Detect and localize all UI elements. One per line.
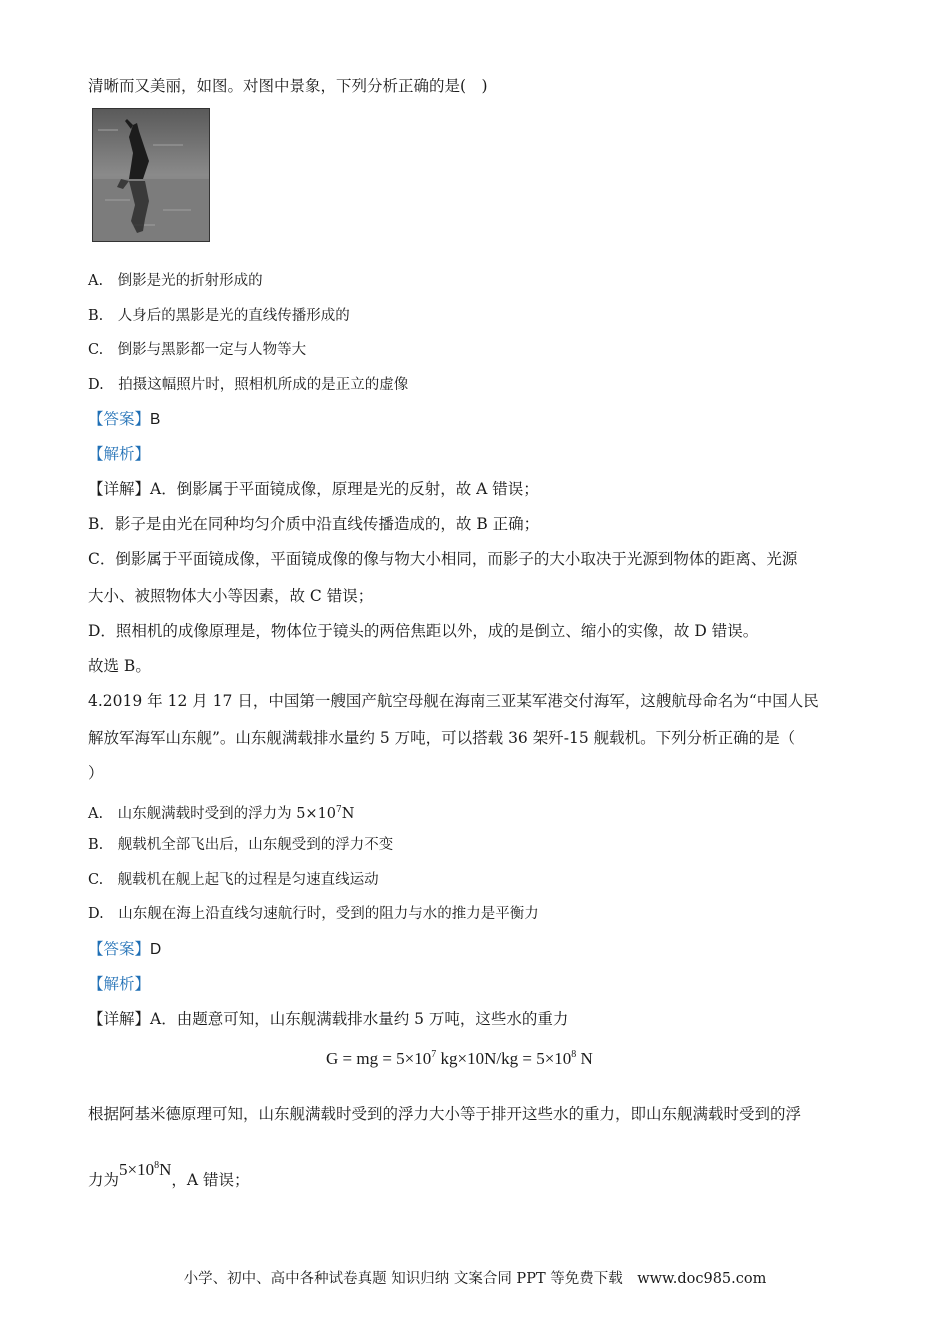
q4-detail-a-text: A．由题意可知，山东舰满载排水量约 5 万吨，这些水的重力: [150, 1010, 569, 1028]
q3-option-a: A. 倒影是光的折射形成的: [88, 273, 263, 289]
q4-detail-a: [88, 1008, 568, 1030]
page-footer: 小学、初中、高中各种试卷真题 知识归纳 文案合同 PPT 等免费下载 www.doc985.com: [183, 1271, 767, 1287]
q4-stem-line1: 4.2019 年 12 月 17 日，中国第一艘国产航空母舰在海南三亚某军港交付海军，这艘航母命名为“中国人民: [88, 692, 819, 710]
gravity-formula: [326, 1043, 593, 1071]
q4-stem-line3: ）: [88, 764, 104, 782]
q4-stem-line2: 解放军海军山东舰”。山东舰满载排水量约 5 万吨，可以搭载 36 架歼-15 舰载机。下列分析正确的是（: [88, 729, 796, 747]
detail-tag: 【详解】: [88, 1010, 151, 1028]
q3-detail-a: [88, 478, 539, 500]
analysis-tag: 【解析】: [88, 445, 151, 463]
q4-analysis-line: [88, 973, 150, 995]
formula-lhs: G = mg = 5×10: [326, 1049, 432, 1068]
q3-detail-d: D．照相机的成像原理是，物体位于镜头的两倍焦距以外，成的是倒立、缩小的实像，故 D 错误。: [88, 622, 759, 640]
q3-analysis-line: [88, 443, 150, 465]
q4-option-a: [88, 799, 354, 825]
formula-exponent-2: 8: [571, 1049, 577, 1060]
inline-buoyancy-value: [119, 1160, 171, 1179]
q4-paragraph-line2: [88, 1160, 250, 1191]
q3-stem-tail: 清晰而又美丽，如图。对图中景象，下列分析正确的是( ): [88, 77, 488, 95]
q3-detail-c-line2: 大小、被照物体大小等因素，故 C 错误；: [88, 587, 374, 605]
q4-option-b: B. 舰载机全部飞出后，山东舰受到的浮力不变: [88, 837, 394, 853]
answer-tag: 【答案】: [88, 940, 151, 958]
formula-mid: kg×10N/kg = 5×10: [436, 1049, 572, 1068]
q3-detail-c-line1: C．倒影属于平面镜成像，平面镜成像的像与物大小相同，而影子的大小取决于光源到物体的距离、光源: [88, 550, 798, 568]
q3-option-c: C. 倒影与黑影都一定与人物等大: [88, 342, 307, 358]
q4-option-a-unit: N: [341, 805, 355, 822]
q3-detail-a-text: A．倒影属于平面镜成像，原理是光的反射，故 A 错误；: [150, 480, 539, 498]
q4-answer-line: [88, 938, 161, 961]
inline-unit: N: [159, 1160, 172, 1179]
detail-tag: 【详解】: [88, 480, 151, 498]
reflection-photo: [92, 108, 210, 242]
q3-detail-b: B．影子是由光在同种均匀介质中沿直线传播造成的，故 B 正确；: [88, 515, 540, 533]
formula-unit: N: [576, 1049, 593, 1068]
inline-base: 5×10: [119, 1160, 155, 1179]
q3-option-b: B. 人身后的黑影是光的直线传播形成的: [88, 308, 350, 324]
q3-option-d: D. 拍摄这幅照片时，照相机所成的是正立的虚像: [88, 377, 409, 393]
q4-answer: D: [150, 941, 162, 958]
q3-conclusion: 故选 B。: [88, 657, 151, 675]
q4-para2-post: ，A 错误；: [171, 1171, 250, 1189]
q4-option-a-text: A. 山东舰满载时受到的浮力为 5×10: [88, 805, 337, 822]
reflection-photo-image: [93, 109, 209, 241]
formula-exponent-1: 7: [431, 1049, 437, 1060]
q4-para2-pre: 力为: [88, 1171, 120, 1189]
q4-paragraph-line1: 根据阿基米德原理可知，山东舰满载时受到的浮力大小等于排开这些水的重力，即山东舰满载时受到的浮: [88, 1105, 802, 1123]
q4-option-a-exponent: 7: [336, 805, 342, 815]
inline-exponent: 8: [154, 1160, 160, 1171]
analysis-tag: 【解析】: [88, 975, 151, 993]
q4-option-c: C. 舰载机在舰上起飞的过程是匀速直线运动: [88, 872, 379, 888]
q3-answer: B: [150, 411, 161, 428]
answer-tag: 【答案】: [88, 410, 151, 428]
q4-option-d: D. 山东舰在海上沿直线匀速航行时，受到的阻力与水的推力是平衡力: [88, 906, 539, 922]
q3-answer-line: [88, 408, 160, 431]
